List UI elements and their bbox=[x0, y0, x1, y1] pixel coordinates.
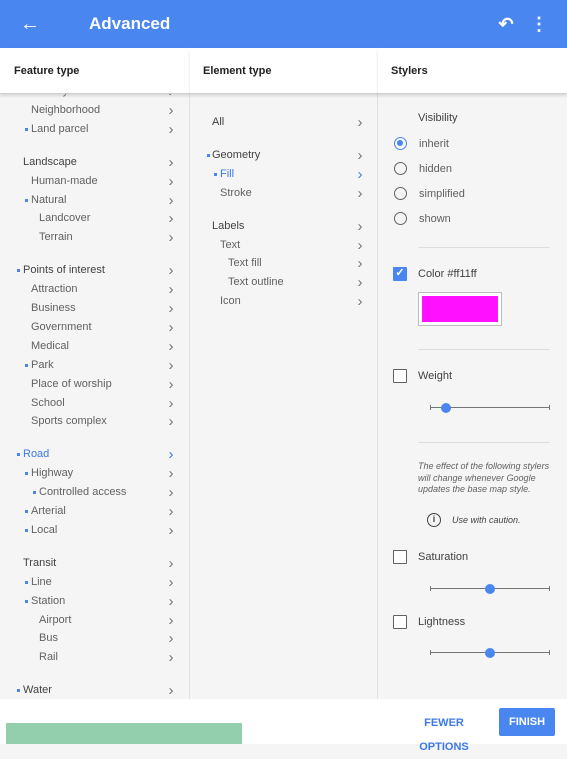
list-item[interactable] bbox=[190, 254, 378, 273]
chevron-right-icon: › bbox=[168, 573, 174, 591]
list-item[interactable] bbox=[0, 191, 190, 210]
chevron-right-icon: › bbox=[168, 356, 174, 374]
list-item-label: Stroke bbox=[220, 186, 252, 199]
list-item[interactable] bbox=[0, 445, 190, 464]
radio-hidden[interactable] bbox=[394, 162, 407, 175]
list-item[interactable] bbox=[190, 146, 378, 165]
lightness-label: Lightness bbox=[418, 616, 466, 628]
chevron-right-icon: › bbox=[168, 630, 174, 648]
list-item[interactable] bbox=[0, 502, 190, 521]
chevron-right-icon: › bbox=[357, 255, 363, 273]
modified-dot-icon bbox=[17, 689, 20, 692]
list-item-label: Terrain bbox=[39, 231, 73, 244]
list-item[interactable] bbox=[0, 554, 190, 573]
list-item-label: Attraction bbox=[31, 283, 78, 296]
chevron-right-icon: › bbox=[168, 484, 174, 502]
list-item-label: Park bbox=[31, 358, 54, 371]
chevron-right-icon: › bbox=[357, 146, 363, 164]
list-item[interactable] bbox=[0, 412, 190, 431]
chevron-right-icon: › bbox=[168, 592, 174, 610]
list-item-label: Station bbox=[31, 594, 66, 607]
chevron-right-icon: › bbox=[168, 281, 174, 299]
color-swatch[interactable] bbox=[418, 292, 502, 326]
visibility-label: Visibility bbox=[418, 112, 458, 124]
list-item-label: Transit bbox=[23, 556, 57, 569]
feature-type-list[interactable] bbox=[0, 94, 190, 699]
list-item-label: Government bbox=[31, 320, 92, 333]
list-item[interactable] bbox=[0, 521, 190, 540]
list-item-label: All bbox=[212, 116, 225, 128]
list-item[interactable] bbox=[0, 483, 190, 502]
lightness-slider[interactable] bbox=[430, 647, 550, 659]
list-item[interactable] bbox=[0, 648, 190, 667]
list-item-label: Labels bbox=[212, 219, 245, 232]
list-item-label: Airport bbox=[39, 613, 72, 626]
list-item-label: Arterial bbox=[31, 505, 66, 517]
list-item-label: Icon bbox=[220, 295, 241, 308]
chevron-right-icon: › bbox=[168, 300, 174, 317]
slider-tick bbox=[430, 405, 431, 410]
list-item[interactable] bbox=[0, 299, 190, 318]
back-arrow-icon[interactable]: ← bbox=[20, 13, 40, 35]
more-vert-icon[interactable]: ⋮ bbox=[530, 14, 548, 34]
green-bar bbox=[6, 723, 242, 744]
list-item[interactable] bbox=[0, 394, 190, 413]
list-item-label: Line bbox=[31, 575, 52, 588]
radio-inherit[interactable] bbox=[394, 137, 407, 150]
list-item[interactable] bbox=[0, 101, 190, 120]
chevron-right-icon: › bbox=[168, 521, 174, 539]
list-item[interactable] bbox=[0, 261, 190, 280]
list-item[interactable] bbox=[0, 356, 190, 375]
list-item[interactable] bbox=[190, 236, 378, 255]
chevron-right-icon: › bbox=[357, 236, 363, 254]
undo-icon[interactable]: ↶ bbox=[498, 14, 514, 34]
list-item[interactable] bbox=[190, 165, 378, 184]
finish-button[interactable]: FINISH bbox=[499, 708, 555, 736]
list-item[interactable] bbox=[0, 592, 190, 611]
list-item-label: Sports complex bbox=[31, 415, 107, 428]
feature-type-header: Feature type bbox=[0, 48, 190, 94]
modified-dot-icon bbox=[25, 529, 28, 532]
list-item[interactable] bbox=[0, 120, 190, 139]
list-item-label: Controlled access bbox=[39, 486, 127, 499]
chevron-right-icon: › bbox=[357, 293, 363, 311]
modified-dot-icon bbox=[17, 269, 20, 272]
chevron-right-icon: › bbox=[168, 337, 174, 355]
saturation-slider[interactable] bbox=[430, 583, 550, 595]
weight-checkbox[interactable] bbox=[393, 369, 407, 383]
radio-simplified-label[interactable]: simplified bbox=[419, 188, 465, 200]
list-item-label: Water bbox=[23, 684, 52, 697]
radio-inherit-label[interactable]: inherit bbox=[419, 138, 449, 150]
chevron-right-icon: › bbox=[357, 184, 363, 202]
divider bbox=[418, 442, 550, 443]
saturation-checkbox[interactable] bbox=[393, 550, 407, 564]
chevron-right-icon: › bbox=[168, 682, 174, 700]
list-item-label: Natural bbox=[31, 193, 67, 206]
list-item-label: Points of interest bbox=[23, 264, 105, 277]
chevron-right-icon: › bbox=[168, 394, 174, 412]
list-item[interactable] bbox=[190, 217, 378, 236]
modified-dot-icon bbox=[33, 491, 36, 494]
radio-shown[interactable] bbox=[394, 212, 407, 225]
list-item-label: Place of worship bbox=[31, 377, 112, 390]
list-item-label: Medical bbox=[31, 339, 69, 352]
caution-text: Use with caution. bbox=[452, 515, 521, 525]
list-item-label: Human-made bbox=[31, 174, 98, 187]
modified-dot-icon bbox=[214, 173, 217, 176]
chevron-right-icon: › bbox=[168, 229, 174, 247]
chevron-right-icon: › bbox=[168, 465, 174, 483]
app-bar bbox=[0, 0, 567, 48]
page-title: Advanced bbox=[89, 14, 171, 33]
radio-hidden-label[interactable]: hidden bbox=[419, 163, 453, 175]
chevron-right-icon: › bbox=[168, 153, 174, 171]
modified-dot-icon bbox=[25, 581, 28, 584]
divider bbox=[418, 247, 550, 248]
color-swatch-fill bbox=[422, 296, 498, 322]
list-item-label: Text fill bbox=[228, 257, 262, 270]
list-item[interactable] bbox=[0, 172, 190, 191]
slider-thumb[interactable] bbox=[441, 403, 451, 413]
chevron-right-icon: › bbox=[168, 649, 174, 667]
color-label: Color #ff11ff bbox=[418, 268, 477, 280]
list-item[interactable] bbox=[0, 153, 190, 172]
list-item[interactable] bbox=[190, 184, 378, 203]
modified-dot-icon bbox=[17, 453, 20, 456]
caution-note: The effect of the following stylers will change whenever Google updates the base map style. bbox=[418, 461, 550, 494]
chevron-right-icon: › bbox=[168, 446, 174, 464]
list-item[interactable] bbox=[0, 318, 190, 337]
radio-simplified[interactable] bbox=[394, 187, 407, 200]
chevron-right-icon: › bbox=[357, 274, 363, 292]
chevron-right-icon: › bbox=[168, 611, 174, 629]
color-checkbox[interactable]: ✓ bbox=[393, 267, 407, 281]
fewer-options-button[interactable]: FEWER OPTIONS bbox=[419, 717, 469, 753]
slider-tick bbox=[430, 586, 431, 591]
saturation-label: Saturation bbox=[418, 551, 469, 563]
chevron-right-icon: › bbox=[168, 262, 174, 280]
modified-dot-icon bbox=[207, 154, 210, 157]
list-item[interactable] bbox=[190, 113, 378, 132]
chevron-right-icon: › bbox=[357, 217, 363, 235]
list-item[interactable] bbox=[0, 337, 190, 356]
weight-label: Weight bbox=[418, 370, 453, 382]
weight-slider[interactable] bbox=[430, 402, 550, 414]
list-item-label: Land parcel bbox=[31, 122, 89, 135]
stylers-header: Stylers bbox=[378, 48, 567, 94]
list-item-label: Fill bbox=[220, 167, 235, 180]
chevron-right-icon: › bbox=[168, 172, 174, 190]
list-item[interactable] bbox=[0, 611, 190, 630]
list-item-label: School bbox=[31, 396, 65, 409]
slider-thumb[interactable] bbox=[485, 648, 495, 658]
chevron-right-icon: › bbox=[168, 554, 174, 572]
list-item-label: Text outline bbox=[228, 276, 284, 289]
list-item[interactable] bbox=[190, 292, 378, 311]
chevron-right-icon: › bbox=[168, 413, 174, 431]
list-item-label: Landscape bbox=[23, 155, 77, 168]
list-item[interactable] bbox=[0, 629, 190, 648]
slider-tick bbox=[549, 650, 550, 655]
modified-dot-icon bbox=[25, 128, 28, 131]
list-item[interactable] bbox=[0, 209, 190, 228]
lightness-checkbox[interactable] bbox=[393, 615, 407, 629]
list-item-label: Text bbox=[220, 238, 241, 251]
slider-tick bbox=[430, 650, 431, 655]
list-item[interactable] bbox=[0, 464, 190, 483]
modified-dot-icon bbox=[25, 472, 28, 475]
modified-dot-icon bbox=[25, 364, 28, 367]
radio-shown-label[interactable]: shown bbox=[419, 213, 451, 225]
modified-dot-icon bbox=[25, 199, 28, 202]
info-icon: i bbox=[427, 513, 441, 527]
list-item-label: Landcover bbox=[39, 212, 91, 225]
element-type-header: Element type bbox=[190, 48, 378, 94]
chevron-right-icon: › bbox=[168, 210, 174, 228]
divider bbox=[418, 349, 550, 350]
list-item-label: Bus bbox=[39, 632, 58, 645]
chevron-right-icon: › bbox=[168, 101, 174, 119]
list-item[interactable] bbox=[0, 681, 190, 700]
footer-bar bbox=[0, 699, 567, 753]
list-item[interactable] bbox=[0, 573, 190, 592]
list-item-label: Geometry bbox=[212, 148, 261, 161]
list-item-label: Business bbox=[31, 302, 76, 314]
list-item[interactable] bbox=[0, 228, 190, 247]
slider-thumb[interactable] bbox=[485, 584, 495, 594]
element-type-list[interactable] bbox=[190, 94, 378, 699]
list-item-label: Highway bbox=[31, 467, 74, 480]
chevron-right-icon: › bbox=[168, 318, 174, 336]
list-item-label: Road bbox=[23, 448, 50, 461]
list-item[interactable] bbox=[190, 273, 378, 292]
list-item[interactable] bbox=[0, 280, 190, 299]
chevron-right-icon: › bbox=[168, 375, 174, 393]
list-item-label: Local bbox=[31, 523, 58, 536]
chevron-right-icon: › bbox=[357, 114, 363, 131]
stylers-panel bbox=[378, 94, 567, 699]
list-item-label: Rail bbox=[39, 651, 58, 664]
modified-dot-icon bbox=[25, 510, 28, 513]
chevron-right-icon: › bbox=[168, 120, 174, 138]
slider-tick bbox=[549, 586, 550, 591]
chevron-right-icon: › bbox=[168, 503, 174, 520]
slider-tick bbox=[549, 405, 550, 410]
chevron-right-icon: › bbox=[357, 165, 363, 183]
list-item[interactable] bbox=[0, 375, 190, 394]
chevron-right-icon: › bbox=[168, 191, 174, 209]
list-item-label: Neighborhood bbox=[31, 103, 101, 116]
modified-dot-icon bbox=[25, 600, 28, 603]
